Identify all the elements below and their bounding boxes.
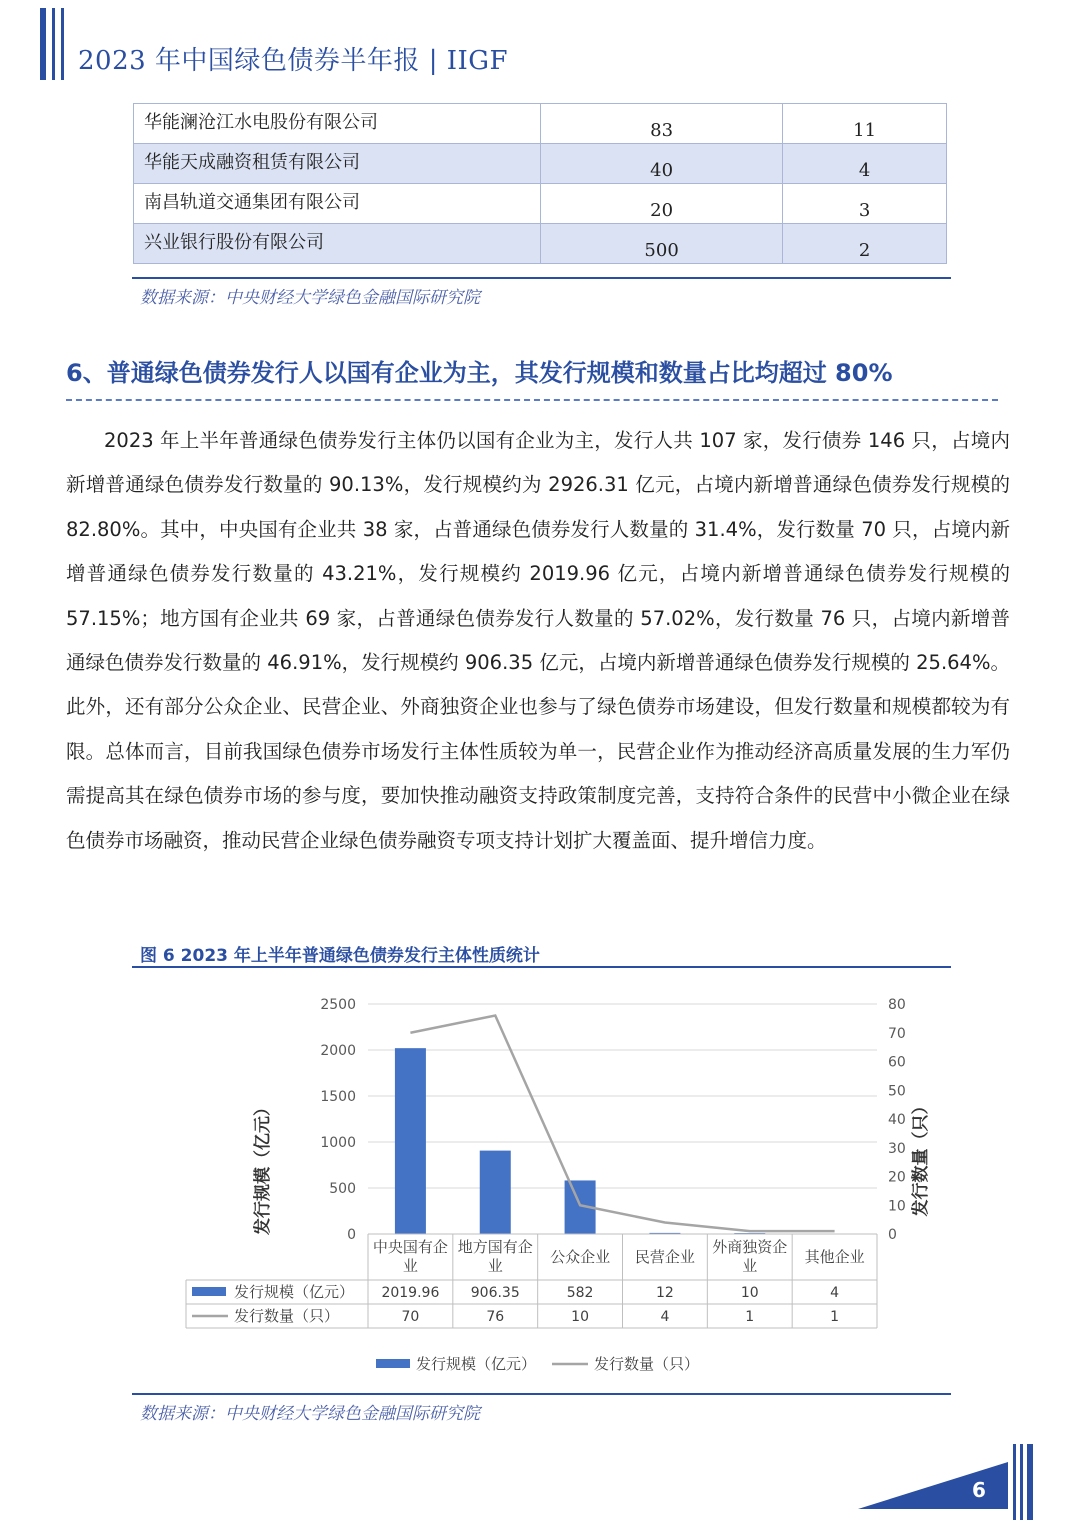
table-row-header: 发行数量（只） — [234, 1307, 340, 1325]
y-tick-label: 0 — [347, 1227, 356, 1243]
figure-source: 数据来源：中央财经大学绿色金融国际研究院 — [140, 1404, 480, 1424]
y2-tick-label: 40 — [888, 1112, 906, 1128]
x-category-label: 业 — [487, 1257, 503, 1275]
data-label: 76 — [486, 1309, 505, 1325]
data-label: 1 — [745, 1309, 755, 1325]
table-cell-count: 4 — [783, 144, 947, 184]
y2-tick-label: 60 — [888, 1054, 906, 1071]
data-label: 12 — [656, 1285, 674, 1301]
x-category-label: 外商独资企 — [712, 1238, 788, 1256]
table-cell-name: 华能澜沧江水电股份有限公司 — [134, 104, 541, 144]
y2-tick-label: 80 — [888, 997, 906, 1013]
data-label: 4 — [660, 1309, 670, 1325]
data-label: 4 — [830, 1285, 840, 1301]
data-label: 10 — [571, 1309, 589, 1325]
table-cell-name: 华能天成融资租赁有限公司 — [134, 144, 541, 184]
table-row-header: 发行规模（亿元） — [234, 1283, 355, 1301]
data-label: 1 — [830, 1309, 840, 1325]
data-label: 10 — [740, 1285, 759, 1301]
data-label: 70 — [401, 1309, 420, 1325]
y2-tick-label: 0 — [888, 1227, 897, 1243]
table-cell-count: 11 — [783, 104, 947, 144]
footer-bar — [1020, 1444, 1023, 1520]
x-category-label: 业 — [402, 1257, 418, 1275]
data-label: 582 — [566, 1285, 594, 1301]
y2-axis-title: 发行数量（只） — [911, 1097, 931, 1217]
legend-label: 发行数量（只） — [594, 1355, 700, 1373]
y-axis-title: 发行规模（亿元） — [253, 1099, 273, 1235]
table-cell-name: 南昌轨道交通集团有限公司 — [134, 184, 541, 224]
table-cell-name: 兴业银行股份有限公司 — [134, 224, 541, 264]
y2-tick-label: 10 — [888, 1198, 906, 1215]
table-cell-scale: 40 — [541, 144, 783, 184]
data-label: 2019.96 — [381, 1285, 440, 1301]
table-cell-scale: 20 — [541, 184, 783, 224]
table-cell-count: 3 — [783, 184, 947, 224]
y2-tick-label: 30 — [888, 1140, 906, 1157]
table-cell-count: 2 — [783, 224, 947, 264]
y-tick-label: 1500 — [320, 1089, 356, 1105]
y2-tick-label: 70 — [888, 1025, 906, 1042]
y-tick-label: 500 — [329, 1181, 356, 1197]
data-label: 906.35 — [470, 1285, 520, 1301]
page-number: 6 — [972, 1478, 986, 1502]
legend-label: 发行规模（亿元） — [416, 1355, 537, 1373]
y2-tick-label: 50 — [888, 1083, 906, 1100]
x-category-label: 中央国有企 — [372, 1238, 448, 1256]
x-category-label: 公众企业 — [550, 1248, 611, 1266]
footer-bar — [1027, 1444, 1033, 1520]
body-paragraph: 2023 年上半年普通绿色债券发行主体仍以国有企业为主，发行人共 107 家，发行债券 146 只，占境内新增普通绿色债券发行数量的 90.13%，发行规模约为 2926.31 亿元，占境内新增普通绿色债券发行规模的 82.80%。其中，中央国有企业共 38 家，占普通绿色债券发行人数量的 31.4%，发行数量 70 只，占境内新增普通绿色债券发行数量的 43.21%，发行规模约 2019.96 亿元，占境内新增普通绿色债券发行规模的 57.15%；地方国有企业共 69 家，占普通绿色债券发行人数量的 57.02%，发行数量 76 只，占境内新增普通绿色债券发行数量的 46.91%，发行规模约 906.35 亿元，占境内新增普通绿色债券发行规模的 25.64%。此外，还有部分公众企业、民营企业、外商独资企业也参与了绿色债券市场建设，但发行数量和规模都较为有限。总体而言，目前我国绿色债券市场发行主体性质较为单一，民营企业作为推动经济高质量发展的生力军仍需提高其在绿色债券市场的参与度，要加快推动融资支持政策制度完善，支持符合条件的民营中小微企业在绿色债券市场融资，推动民营企业绿色债券融资专项支持计划扩大覆盖面、提升增信力度。 — [66, 429, 1010, 852]
footer-bar — [1013, 1444, 1016, 1520]
y2-tick-label: 20 — [888, 1169, 906, 1186]
y-tick-label: 2000 — [320, 1043, 356, 1059]
header-title: 2023 年中国绿色债券半年报 | IIGF — [78, 46, 509, 76]
section-heading: 6、普通绿色债券发行人以国有企业为主，其发行规模和数量占比均超过 80% — [66, 359, 893, 387]
x-category-label: 业 — [742, 1257, 758, 1275]
y-tick-label: 1000 — [320, 1135, 356, 1151]
x-category-label: 其他企业 — [804, 1248, 865, 1266]
table-cell-scale: 83 — [541, 104, 783, 144]
x-category-label: 地方国有企 — [457, 1238, 533, 1256]
x-category-label: 民营企业 — [634, 1248, 695, 1266]
figure-title: 图 6 2023 年上半年普通绿色债券发行主体性质统计 — [140, 946, 540, 966]
table-source: 数据来源：中央财经大学绿色金融国际研究院 — [140, 288, 480, 308]
y-tick-label: 2500 — [320, 997, 356, 1013]
table-cell-scale: 500 — [541, 224, 783, 264]
